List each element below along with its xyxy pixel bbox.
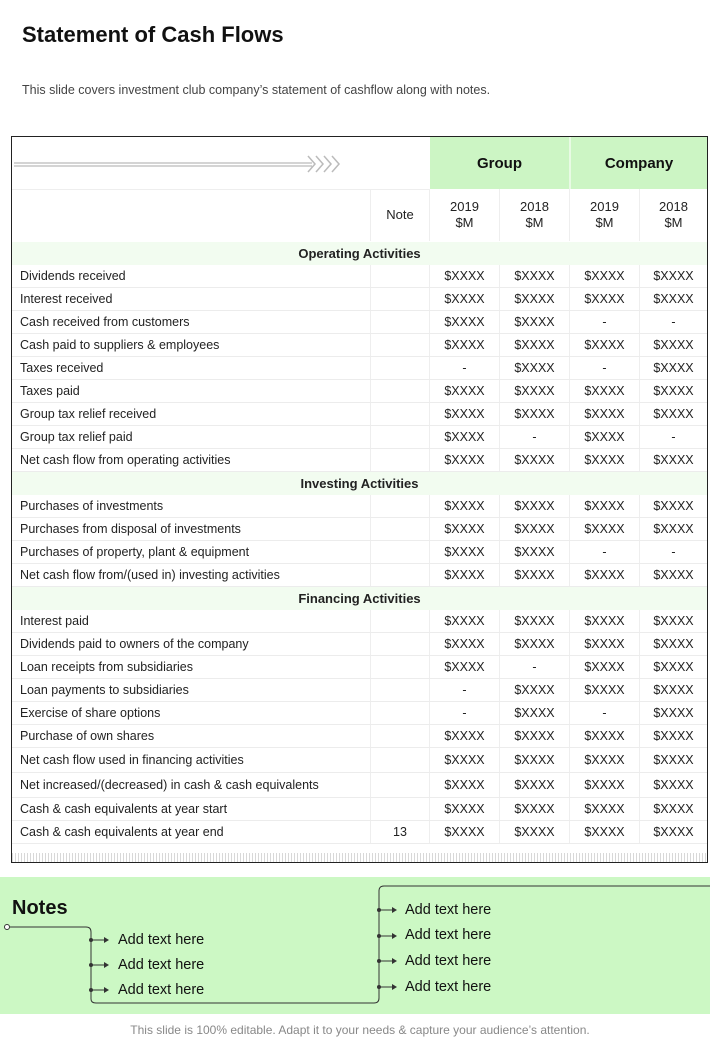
row-value: $XXXX — [499, 518, 569, 540]
row-value: $XXXX — [569, 656, 639, 678]
row-value: $XXXX — [499, 610, 569, 632]
row-value: $XXXX — [569, 725, 639, 747]
row-value: $XXXX — [639, 495, 707, 517]
row-label: Net increased/(decreased) in cash & cash equivalents — [20, 778, 319, 792]
row-value: - — [639, 311, 707, 333]
section-header: Investing Activities — [12, 472, 707, 495]
year-label: 2019 — [590, 199, 619, 214]
row-value: $XXXX — [429, 449, 499, 471]
row-label: Purchase of own shares — [20, 729, 155, 743]
row-value: $XXXX — [639, 633, 707, 655]
row-label: Cash paid to suppliers & employees — [20, 338, 220, 352]
section-header: Financing Activities — [12, 587, 707, 610]
row-label: Loan receipts from subsidiaries — [20, 660, 193, 674]
row-label: Purchases of investments — [20, 499, 164, 513]
row-value: $XXXX — [569, 633, 639, 655]
row-value: $XXXX — [639, 564, 707, 586]
notes-title: Notes — [12, 897, 68, 919]
row-value: - — [429, 357, 499, 379]
row-label: Purchases from disposal of investments — [20, 522, 241, 536]
row-value: $XXXX — [569, 748, 639, 772]
row-value: - — [639, 541, 707, 563]
row-label: Exercise of share options — [20, 706, 161, 720]
row-value: $XXXX — [569, 518, 639, 540]
row-label: Taxes received — [20, 361, 104, 375]
row-label: Dividends received — [20, 269, 126, 283]
row-value: $XXXX — [639, 748, 707, 772]
section-header: Operating Activities — [12, 242, 707, 265]
row-value: $XXXX — [429, 564, 499, 586]
row-label: Purchases of property, plant & equipment — [20, 545, 250, 559]
row-value: - — [499, 656, 569, 678]
row-value: $XXXX — [429, 541, 499, 563]
row-value: $XXXX — [429, 311, 499, 333]
row-value: $XXXX — [569, 380, 639, 402]
note-item: Add text here — [118, 982, 205, 998]
year-label: 2018 — [659, 199, 688, 214]
row-value: $XXXX — [499, 311, 569, 333]
row-value: $XXXX — [639, 656, 707, 678]
row-value: $XXXX — [499, 821, 569, 843]
row-label: Group tax relief paid — [20, 430, 133, 444]
row-value: $XXXX — [639, 610, 707, 632]
row-label: Taxes paid — [20, 384, 80, 398]
row-value: $XXXX — [499, 564, 569, 586]
row-label: Cash received from customers — [20, 315, 190, 329]
row-value: $XXXX — [499, 541, 569, 563]
note-item: Add text here — [118, 957, 205, 973]
row-value: $XXXX — [499, 357, 569, 379]
row-value: $XXXX — [639, 798, 707, 820]
row-value: $XXXX — [569, 265, 639, 287]
row-value: $XXXX — [429, 380, 499, 402]
unit-label: $M — [455, 215, 474, 230]
note-item: Add text here — [405, 979, 492, 995]
row-note: 13 — [370, 821, 429, 843]
row-value: - — [569, 702, 639, 724]
row-label: Net cash flow from operating activities — [20, 453, 231, 467]
row-label: Dividends paid to owners of the company — [20, 637, 249, 651]
row-value: $XXXX — [429, 798, 499, 820]
row-value: $XXXX — [499, 403, 569, 425]
row-value: $XXXX — [429, 518, 499, 540]
row-value: $XXXX — [499, 633, 569, 655]
row-value: - — [569, 541, 639, 563]
unit-label: $M — [595, 215, 614, 230]
row-value: $XXXX — [429, 403, 499, 425]
row-value: $XXXX — [569, 495, 639, 517]
group-header: Group — [430, 137, 571, 189]
company-header: Company — [571, 137, 707, 189]
row-value: $XXXX — [429, 334, 499, 356]
row-value: $XXXX — [499, 798, 569, 820]
note-item: Add text here — [405, 902, 492, 918]
row-value: $XXXX — [499, 495, 569, 517]
row-value: $XXXX — [569, 821, 639, 843]
row-value: $XXXX — [639, 725, 707, 747]
row-value: $XXXX — [429, 495, 499, 517]
row-value: $XXXX — [569, 426, 639, 448]
row-label: Net cash flow from/(used in) investing activities — [20, 568, 280, 582]
row-value: $XXXX — [499, 334, 569, 356]
row-value: $XXXX — [569, 334, 639, 356]
note-item: Add text here — [405, 927, 492, 943]
row-value: $XXXX — [499, 748, 569, 772]
row-value: $XXXX — [569, 288, 639, 310]
row-value: $XXXX — [639, 265, 707, 287]
note-item: Add text here — [405, 953, 492, 969]
row-value: $XXXX — [499, 449, 569, 471]
row-value: $XXXX — [429, 633, 499, 655]
row-value: $XXXX — [429, 773, 499, 797]
row-value: $XXXX — [639, 334, 707, 356]
row-value: $XXXX — [499, 773, 569, 797]
row-label: Interest received — [20, 292, 113, 306]
row-value: $XXXX — [569, 610, 639, 632]
row-value: $XXXX — [639, 679, 707, 701]
row-value: $XXXX — [639, 403, 707, 425]
row-value: $XXXX — [499, 679, 569, 701]
row-value: $XXXX — [429, 656, 499, 678]
row-value: $XXXX — [639, 821, 707, 843]
row-value: $XXXX — [639, 518, 707, 540]
row-value: $XXXX — [499, 380, 569, 402]
unit-label: $M — [664, 215, 683, 230]
row-value: $XXXX — [429, 725, 499, 747]
row-label: Net cash flow used in financing activities — [20, 753, 244, 767]
row-value: $XXXX — [569, 449, 639, 471]
row-value: - — [569, 357, 639, 379]
note-column-header: Note — [370, 189, 429, 241]
row-value: $XXXX — [429, 288, 499, 310]
row-value: $XXXX — [429, 748, 499, 772]
row-value: $XXXX — [499, 288, 569, 310]
row-value: $XXXX — [639, 773, 707, 797]
row-value: - — [499, 426, 569, 448]
row-value: $XXXX — [429, 426, 499, 448]
row-value: $XXXX — [429, 265, 499, 287]
row-label: Interest paid — [20, 614, 89, 628]
row-label: Cash & cash equivalents at year start — [20, 802, 228, 816]
row-value: $XXXX — [639, 449, 707, 471]
row-value: $XXXX — [569, 773, 639, 797]
row-value: $XXXX — [569, 403, 639, 425]
row-value: $XXXX — [569, 564, 639, 586]
year-label: 2019 — [450, 199, 479, 214]
row-value: $XXXX — [499, 725, 569, 747]
page-subtitle: This slide covers investment club company’s statement of cashflow along with notes. — [22, 83, 491, 97]
row-value: $XXXX — [639, 288, 707, 310]
row-value: - — [429, 702, 499, 724]
unit-label: $M — [525, 215, 544, 230]
row-value: $XXXX — [429, 821, 499, 843]
row-label: Cash & cash equivalents at year end — [20, 825, 224, 839]
row-value: $XXXX — [639, 380, 707, 402]
row-label: Loan payments to subsidiaries — [20, 683, 189, 697]
row-label: Group tax relief received — [20, 407, 157, 421]
row-value: - — [429, 679, 499, 701]
row-value: $XXXX — [429, 610, 499, 632]
row-value: $XXXX — [639, 357, 707, 379]
row-value: $XXXX — [639, 702, 707, 724]
row-value: $XXXX — [569, 679, 639, 701]
footer-text: This slide is 100% editable. Adapt it to your needs & capture your audience’s attention. — [130, 1023, 590, 1037]
page-title: Statement of Cash Flows — [22, 22, 284, 47]
row-value: - — [639, 426, 707, 448]
row-value: $XXXX — [499, 702, 569, 724]
row-value: - — [569, 311, 639, 333]
row-value: $XXXX — [499, 265, 569, 287]
year-label: 2018 — [520, 199, 549, 214]
row-value: $XXXX — [569, 798, 639, 820]
note-item: Add text here — [118, 932, 205, 948]
